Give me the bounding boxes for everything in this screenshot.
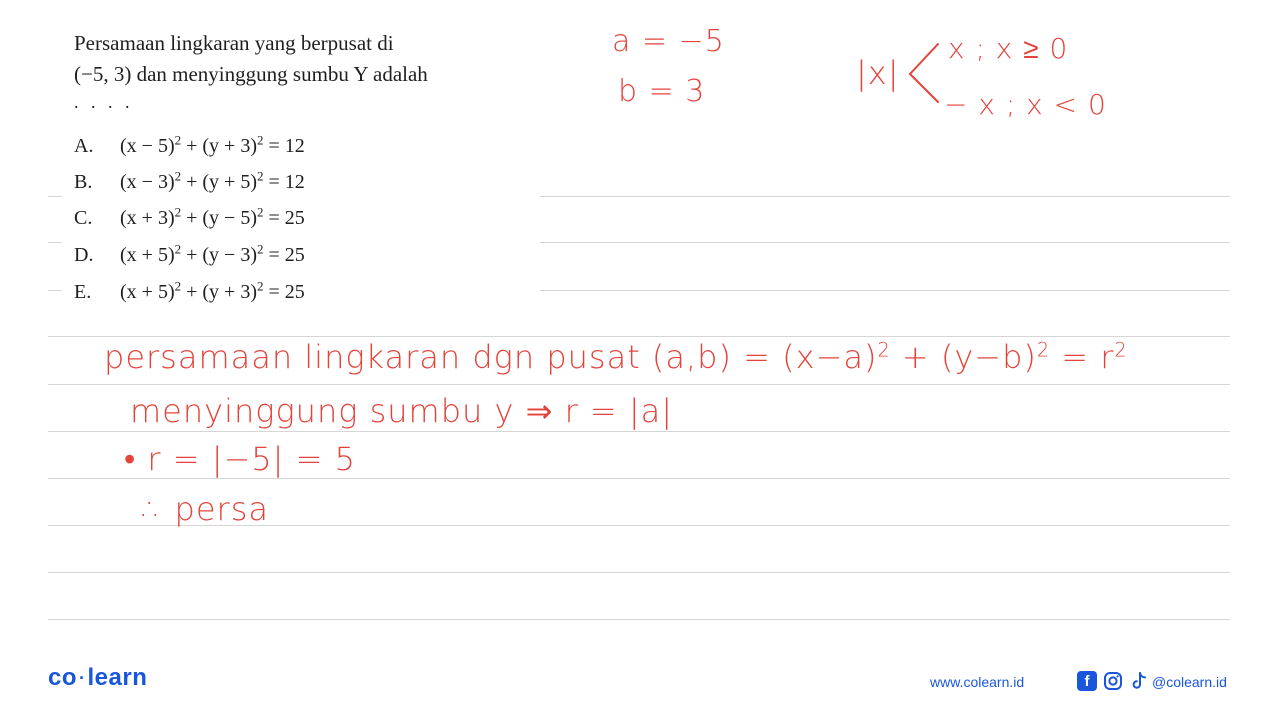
ruled-line xyxy=(48,336,1230,337)
question-line-2: (−5, 3) dan menyinggung sumbu Y adalah xyxy=(74,62,428,86)
handwritten-b-value: b = 3 xyxy=(618,74,706,109)
option-term: + (y + 5) xyxy=(181,170,257,193)
option-rhs: = 12 xyxy=(263,134,305,157)
ruled-line xyxy=(540,242,1230,243)
option-rhs: = 25 xyxy=(263,206,305,229)
social-handle[interactable]: @colearn.id xyxy=(1152,674,1227,690)
handwritten-radius-line: • r = |−5| = 5 xyxy=(124,440,356,478)
option-term: + (y − 5) xyxy=(181,206,257,229)
tiktok-icon[interactable] xyxy=(1129,671,1149,691)
option-letter: D. xyxy=(74,243,94,266)
option-term: + (y − 3) xyxy=(181,243,257,266)
handwritten-tangent-line: menyinggung sumbu y ⇒ r = |a| xyxy=(130,392,674,430)
handwritten-formula-line: persamaan lingkaran dgn pusat $(a,b) = (x-a)^2 + (y-b)^2 = r^2$ xyxy=(104,338,1128,376)
logo-dot: · xyxy=(79,668,86,689)
ruled-line xyxy=(48,431,1230,432)
option-rhs: = 25 xyxy=(263,280,305,303)
ruled-line-stub xyxy=(48,196,62,197)
option-term: + (y + 3) xyxy=(181,134,257,157)
option-term: (x − 3) xyxy=(120,170,175,193)
option-b: B. $(x - 3)^2 + (y + 5)^2 = 12$ xyxy=(74,168,305,193)
ruled-line xyxy=(48,572,1230,573)
ruled-line-stub xyxy=(48,290,62,291)
option-term: (x + 5) xyxy=(120,280,175,303)
ruled-line xyxy=(540,290,1230,291)
handwritten-conclusion-line: ∴ persa xyxy=(142,490,269,528)
option-term: (x + 5) xyxy=(120,243,175,266)
ruled-line xyxy=(48,384,1230,385)
logo-text-right: learn xyxy=(87,664,148,691)
option-term: (x − 5) xyxy=(120,134,175,157)
option-letter: B. xyxy=(74,170,93,193)
option-rhs: = 25 xyxy=(263,243,305,266)
handwritten-abs-case-1: x ; x ≥ 0 xyxy=(948,32,1069,65)
formula-part: = r xyxy=(1050,338,1115,376)
instagram-icon[interactable] xyxy=(1103,671,1123,691)
option-term: (x + 3) xyxy=(120,206,175,229)
option-letter: C. xyxy=(74,206,93,229)
logo-text-left: co xyxy=(48,664,78,691)
question-line-1: Persamaan lingkaran yang berpusat di xyxy=(74,31,394,55)
option-d: D. $(x + 5)^2 + (y - 3)^2 = 25$ xyxy=(74,241,305,266)
handwritten-abs-case-2: − x ; x < 0 xyxy=(944,88,1107,121)
ruled-line xyxy=(540,196,1230,197)
option-a: A. $(x - 5)^2 + (y + 3)^2 = 12$ xyxy=(74,132,305,157)
brace-icon xyxy=(902,38,942,108)
option-letter: A. xyxy=(74,134,94,157)
colearn-logo xyxy=(48,664,147,692)
facebook-icon[interactable]: f xyxy=(1077,671,1097,691)
question-ellipsis: . . . . xyxy=(74,92,134,112)
option-term: + (y + 3) xyxy=(181,280,257,303)
option-e: E. $(x + 5)^2 + (y + 3)^2 = 25$ xyxy=(74,278,305,303)
ruled-line xyxy=(48,478,1230,479)
ruled-line-stub xyxy=(48,242,62,243)
formula-part: + (y−b) xyxy=(890,338,1037,376)
website-link[interactable]: www.colearn.id xyxy=(930,674,1025,690)
handwritten-abs-label: |x| xyxy=(856,54,900,92)
option-c: C. $(x + 3)^2 + (y - 5)^2 = 25$ xyxy=(74,204,305,229)
option-letter: E. xyxy=(74,280,92,303)
handwritten-a-value: a = −5 xyxy=(612,24,725,59)
option-rhs: = 12 xyxy=(263,170,305,193)
ruled-line xyxy=(48,619,1230,620)
formula-part: persamaan lingkaran dgn pusat (a,b) = (x−a) xyxy=(104,338,878,376)
